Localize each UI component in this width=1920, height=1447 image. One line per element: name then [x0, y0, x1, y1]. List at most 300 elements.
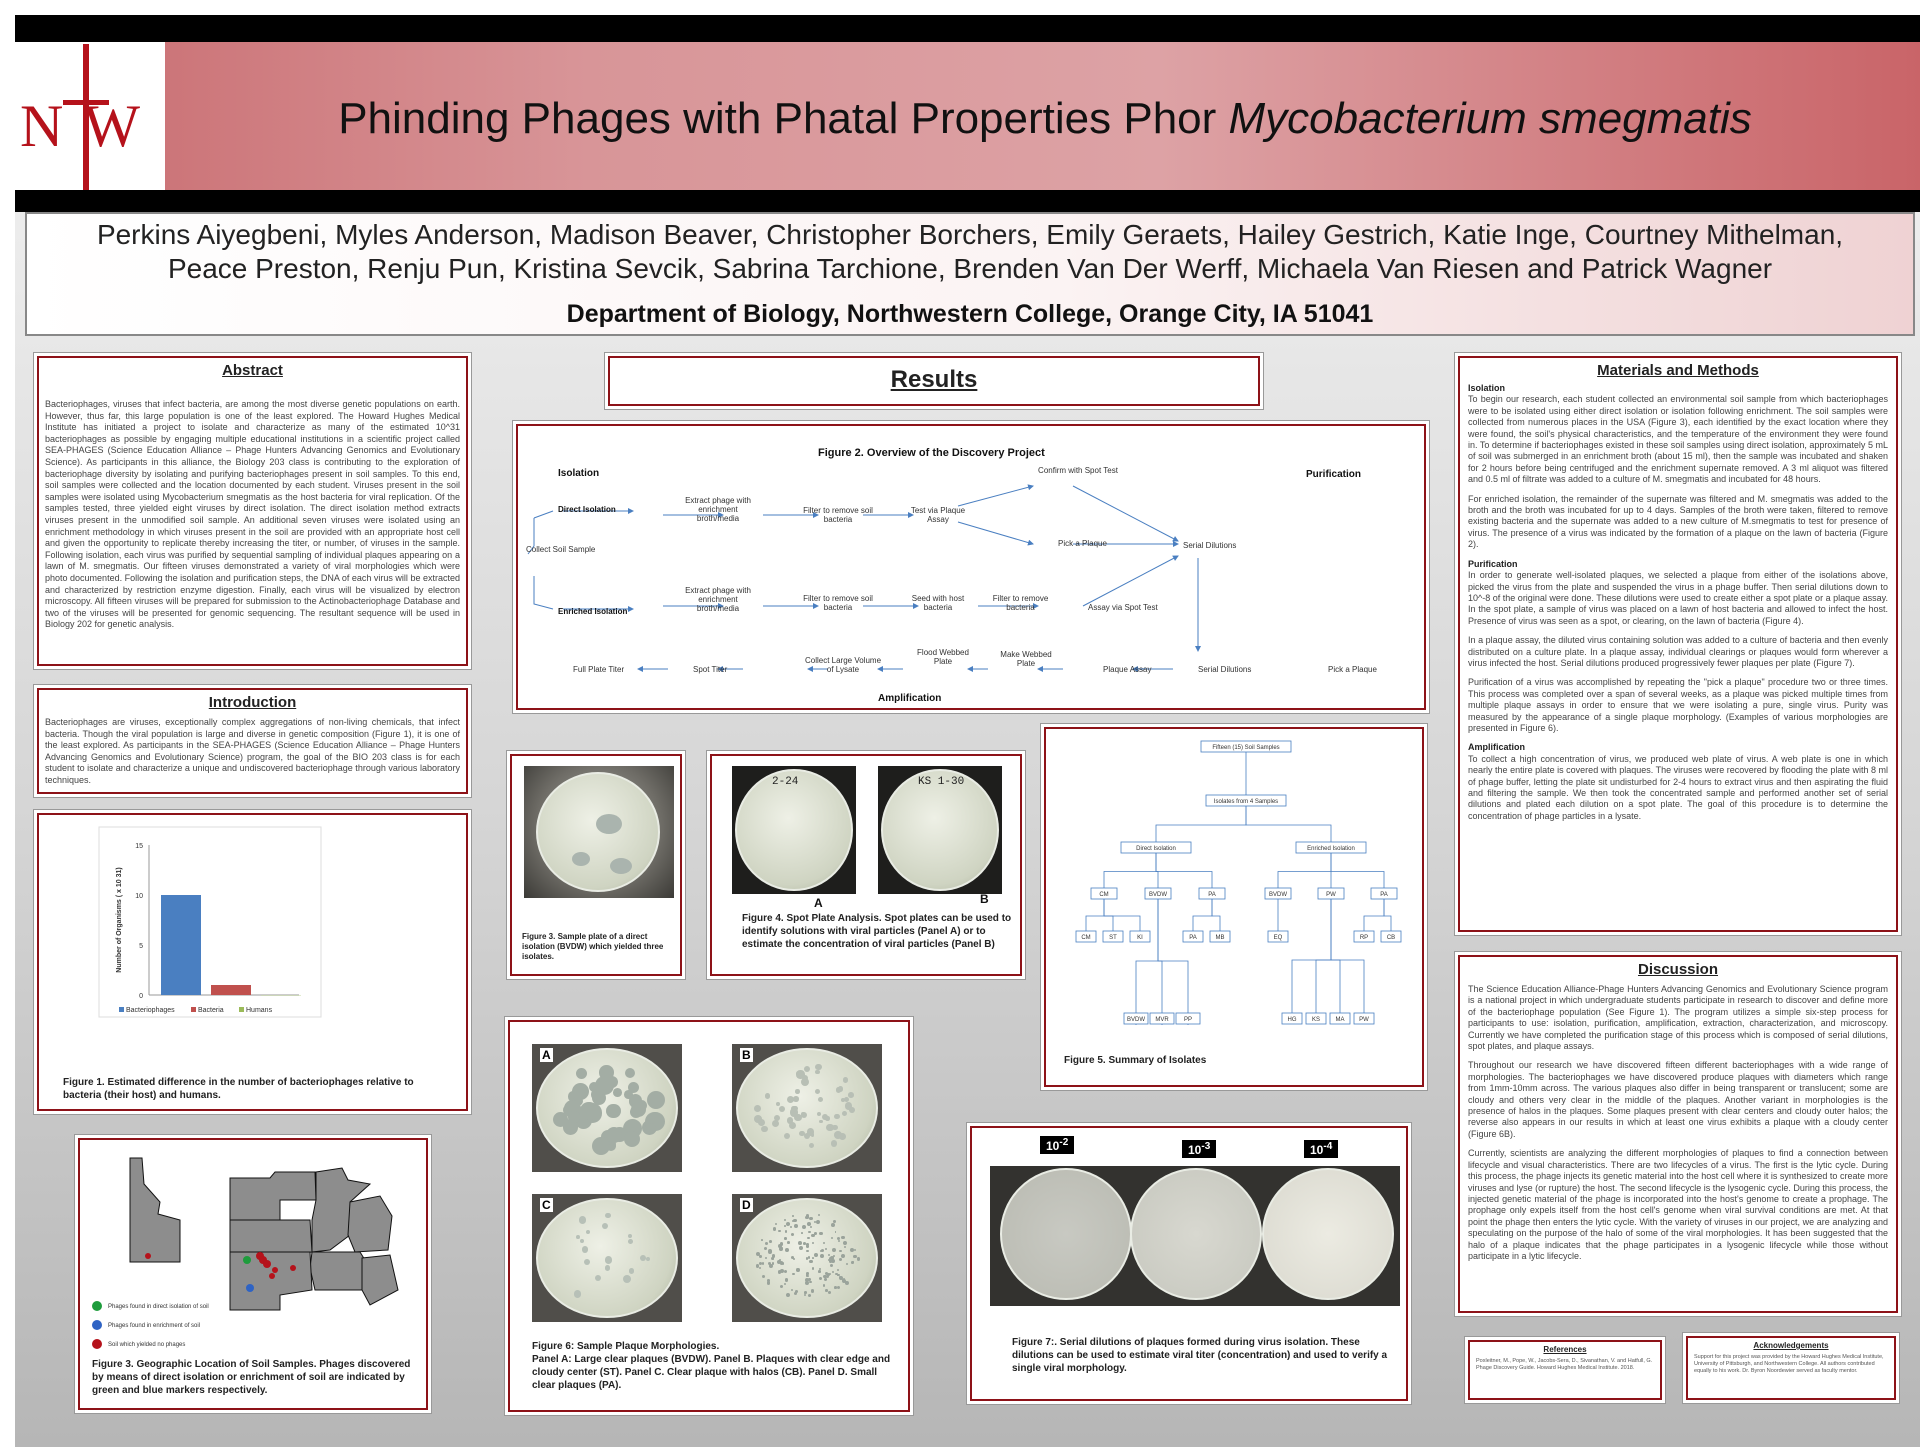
- chart-plot-area: [99, 827, 321, 1017]
- abstract-text: Bacteriophages, viruses that infect bacteria, are among the most diverse genetic populations on earth. However, thus far, this large population is one of the least explored. The Howard Hughes Medical Institute has initiated a project to isolate and characterize as many of the estimated 10^31 bacteriophages as possible by engaging multiple educational institutions in a scientific project called SEA-PHAGES (Science Education Alliance – Phage Hunters Advancing Genomics and Evolutionary Science). As participants in this alliance, the Biology 203 class is contributing to the exploration of bacteriophage diversity by isolating and purifying bacteriophages present in soil samples. To this end, soil samples were collected and the location documented by each student. Viruses present in the soil samples were isolated using Mycobacterium smegmatis as the host bacteria for viral replication. Of the samples tested, three yielded eight viruses by direct isolation. The direct isolation method extracts viruses present in the unmodified soil sample. An additional seven viruses were isolated using an enrichment methodology in which viruses present in the soil are provided with an appropriate host cell and given the opportunity to replicate thereby increasing the titer, or number, of viruses in the sample. Following isolation, each virus was purified by sequential sampling of individual plaques appearing on a lawn of M. smegmatis. Our fifteen viruses demonstrated a variety of viral morphologies which were photo documented. Following the isolation and purification steps, the DNA of each virus will be extracted and characterized by restriction enzyme digestion. Finally, each virus will be visualized by electron microscopy. All fifteen viruses will be prepared for submission to the Actinobacteriophage Database and two of the viruses will be presented for genomic sequencing. The resultant sequence will be used in Biology 202 for genetic analysis.: [45, 399, 460, 630]
- methods-isolation-text: To begin our research, each student collected an environmental soil sample from which bacteriophages were to be isolated using either direct isolation or isolation following enrichment. The soil samples were collected from numerous places in the USA (Figure 3), each identified by the exact location where they were found, the soil's physical characteristics, and the temperature of the environment they were found in. To determine if bacteriophages existed in these soil samples using direct isolation, approximately 5 mL of soil was submerged in an enrichment broth (about 15 ml), then the sample was incubated and shaken for 2 hours before being centrifuged and the enrichment supernate removed. A 3 ml aliquot was filtered and 0.5 ml of filtrate was added to a culture of M. smegmatis and incubated for 48 hours.: [1468, 394, 1888, 485]
- plaque: [823, 1275, 826, 1278]
- map-marker: [272, 1267, 278, 1273]
- tree-direct: Direct Isolation: [1136, 846, 1176, 852]
- plaque: [765, 1093, 770, 1098]
- plaque: [828, 1291, 831, 1294]
- direct-isolation-node: Direct Isolation: [558, 505, 616, 514]
- plaque: [786, 1222, 790, 1226]
- plaque: [623, 1275, 631, 1283]
- methods-amplification-text: To collect a high concentration of virus, we produced web plate of virus. A web plate is one in which nearly the entire plate is covered with plaques. The viruses were recovered by flooding the plate with 8 ml of phage buffer, letting the plate sit undisturbed for 2-4 hours to extract virus and then aspirating the fluid and filtering the sample. We then took the concentrated sample and performed another set of serial dilutions and plated each dilution on a spot plate. The goal of this procedure is to determine the concentration of phage particles in a lysate.: [1468, 753, 1888, 821]
- plaque: [624, 1090, 633, 1099]
- plaque: [647, 1091, 665, 1109]
- flow-branch: [534, 511, 553, 518]
- plaque: [606, 1104, 620, 1118]
- plaque: [789, 1122, 796, 1129]
- map-marker: [243, 1256, 251, 1264]
- methods-purification-heading: Purification: [1468, 558, 1518, 569]
- plaque: [818, 1214, 820, 1216]
- tree-isolate: PA: [1189, 935, 1197, 941]
- references-text: Poxleitner, M., Pope, W., Jacobs-Sera, D., Sivanathan, V. and Hatfull, G. Phage Discovery Guide. Howard Hughes Medical Institute. 2018.: [1476, 1358, 1653, 1371]
- plaque: [759, 1267, 761, 1269]
- plaque: [779, 1259, 781, 1261]
- plaque: [768, 1249, 772, 1253]
- plaque: [772, 1254, 776, 1258]
- plaque: [828, 1254, 830, 1256]
- plate-b-label: KS 1-30: [918, 776, 965, 788]
- discussion-title: Discussion: [1637, 961, 1719, 978]
- plaque: [804, 1294, 806, 1296]
- bar-bacteria: [211, 985, 251, 995]
- figure2-flowchart-panel: [516, 424, 1426, 710]
- tree-isolate: HG: [1287, 1017, 1297, 1023]
- figure5-caption: Figure 5. Summary of Isolates: [1064, 1055, 1207, 1066]
- plaque: [810, 1226, 812, 1228]
- serial-dilutions-node-2: Serial Dilutions: [1198, 665, 1252, 674]
- plaque: [814, 1232, 817, 1235]
- plaque: [815, 1070, 820, 1075]
- plaque: [572, 1083, 589, 1100]
- tree-isolate: CM: [1081, 935, 1091, 941]
- plaque: [780, 1247, 782, 1249]
- petri-dish: [536, 1198, 678, 1318]
- plaque: [825, 1248, 827, 1250]
- isolate-tree: [1046, 729, 1422, 1029]
- plaque: [553, 1112, 568, 1127]
- tree-connector: [1104, 897, 1140, 935]
- tree-isolate: MVR: [1155, 1017, 1169, 1023]
- plaque: [812, 1257, 814, 1259]
- tree-enriched-child: PW: [1326, 892, 1336, 898]
- tree-connector: [1331, 897, 1364, 1023]
- results-title: Results: [890, 366, 978, 393]
- tree-level2: Isolates from 4 Samples: [1213, 799, 1279, 805]
- plaque: [756, 1264, 760, 1268]
- tree-isolate: RP: [1359, 935, 1369, 941]
- acknowledgements-panel: [1686, 1336, 1896, 1400]
- plaque: [844, 1246, 846, 1248]
- plaque: [826, 1124, 834, 1132]
- map-marker: [290, 1265, 296, 1271]
- tree-enriched-child: PA: [1380, 892, 1388, 898]
- plaque: [792, 1215, 794, 1217]
- plaque: [629, 1268, 635, 1274]
- figure2-title: Figure 2. Overview of the Discovery Project: [818, 447, 1045, 459]
- tree-enriched: Enriched Isolation: [1307, 846, 1355, 852]
- plaque: [787, 1096, 794, 1103]
- morph-c-label: C: [542, 1198, 551, 1212]
- top-black-bar: [15, 15, 1920, 42]
- plaque: [819, 1120, 823, 1124]
- plaque: [758, 1119, 765, 1126]
- plaque: [831, 1140, 838, 1147]
- tree-isolate: BVDW: [1127, 1017, 1145, 1023]
- plaque: [765, 1242, 768, 1245]
- y-tick-label: 15: [135, 843, 143, 850]
- plaque: [613, 1088, 622, 1097]
- map-panel: [78, 1138, 428, 1410]
- plaque: [568, 1111, 579, 1122]
- tree-direct-child: PA: [1208, 892, 1216, 898]
- dilution-exp: -2: [1059, 1137, 1069, 1148]
- plaque: [605, 1265, 610, 1270]
- plaque: [837, 1286, 840, 1289]
- plaque: [820, 1254, 824, 1258]
- plaque: [852, 1261, 854, 1263]
- collect-soil-node: Collect Soil Sample: [526, 545, 596, 554]
- plaque: [809, 1217, 812, 1220]
- plaque: [780, 1285, 783, 1288]
- tree-isolate: MA: [1335, 1017, 1345, 1023]
- plaque: [801, 1232, 803, 1234]
- plaque: [602, 1223, 608, 1229]
- petri-dish: [736, 1048, 878, 1168]
- morph-d-label: D: [742, 1198, 751, 1212]
- plaque: [807, 1237, 810, 1240]
- methods-plaque-assay-text: In a plaque assay, the diluted virus containing solution was added to a culture of bacteria and then evenly distributed on a culture plate. In a plaque assay, individual clearings or plaques would form wherever a virus infected the host. Serial dilutions produced progressively fewer plaques per plate (Figure 7).: [1468, 635, 1888, 668]
- plaque: [824, 1278, 826, 1280]
- plaque: [784, 1219, 786, 1221]
- plaque: [785, 1278, 788, 1281]
- figure3-panel: [510, 754, 682, 976]
- plaque: [772, 1120, 779, 1127]
- plaque: [819, 1232, 823, 1236]
- plaque: [646, 1257, 650, 1261]
- plaque: [812, 1267, 814, 1269]
- plaque: [793, 1219, 797, 1223]
- legend-swatch: [119, 1007, 124, 1012]
- figure1-panel: [37, 813, 468, 1111]
- plaque: [754, 1105, 761, 1112]
- plate-10-4: [1262, 1168, 1394, 1300]
- plaque: [762, 1275, 765, 1278]
- plate-10-3: [1130, 1168, 1262, 1300]
- figure7-panel: [970, 1126, 1408, 1401]
- plaque: [823, 1242, 825, 1244]
- nebraska-shape: [230, 1252, 312, 1310]
- poster-title: [200, 94, 1890, 144]
- plaque: [838, 1086, 843, 1091]
- title-italic: Mycobacterium smegmatis: [1228, 94, 1752, 143]
- tree-isolate: EQ: [1273, 935, 1283, 941]
- panel-b-label: B: [980, 892, 989, 906]
- plaque: [791, 1289, 793, 1291]
- tree-direct-child: BVDW: [1149, 892, 1167, 898]
- map-caption: Figure 3. Geographic Location of Soil Samples. Phages discovered by means of direct isolation or enrichment of soil are indicated by green and blue markers respectively.: [92, 1359, 411, 1396]
- plaque: [784, 1283, 786, 1285]
- plaque: [793, 1258, 795, 1260]
- plaque: [834, 1114, 840, 1120]
- filter-node-2: Filter to remove soil bacteria: [803, 594, 873, 612]
- plaque: [765, 1257, 767, 1259]
- tree-isolate: PP: [1183, 1017, 1193, 1023]
- figure1-caption: Figure 1. Estimated difference in the number of bacteriophages relative to bacteria (their host) and humans.: [63, 1077, 414, 1101]
- plaque: [786, 1293, 790, 1297]
- plaque: [811, 1234, 814, 1237]
- plaque: [806, 1243, 809, 1246]
- morph-b-photo: [732, 1044, 882, 1172]
- legend-direct: Phages found in direct isolation of soil: [108, 1304, 209, 1310]
- plaque: [834, 1131, 842, 1139]
- iowa-shape: [310, 1252, 370, 1290]
- college-logo: [15, 42, 165, 190]
- plaque: [806, 1250, 809, 1253]
- plaque: [831, 1259, 835, 1263]
- filter-node-1: Filter to remove soil bacteria: [803, 506, 873, 524]
- filter-bacteria-node: Filter to remove bacteria: [992, 594, 1049, 612]
- spot-plate-a-photo: [732, 766, 856, 894]
- dilution-label-3: [1304, 1140, 1338, 1158]
- tree-isolate: KS: [1311, 1017, 1321, 1023]
- plaque: [857, 1257, 860, 1260]
- plaque: [842, 1111, 847, 1116]
- north-dakota-shape: [230, 1172, 316, 1220]
- plaque: [827, 1273, 830, 1276]
- plaque: [814, 1253, 818, 1257]
- plaque: [580, 1102, 597, 1119]
- tree-connector: [1278, 851, 1331, 892]
- methods-panel: [1458, 356, 1898, 932]
- legend-green-dot: [92, 1301, 102, 1311]
- methods-purity-text: Purification of a virus was accomplished by repeating the "pick a plaque" procedure two or three times. This process was completed over a span of several weeks, as a plaque was picked multiple times from multiple plaque assays in order to ensure that we were isolating a pure, single virus. Purity was measured by the appearance of a single plaque morphology. (Examples of various morphologies are presented in Figure 6).: [1468, 677, 1888, 733]
- tree-connector: [1193, 897, 1212, 935]
- dilution-exp: -3: [1201, 1141, 1211, 1152]
- plaque: [845, 1281, 849, 1285]
- plaque: [843, 1077, 848, 1082]
- legend-swatch: [191, 1007, 196, 1012]
- plaque: [759, 1255, 762, 1258]
- divider-black-bar: [15, 190, 1920, 212]
- plaque: [804, 1066, 810, 1072]
- plaque: [821, 1249, 825, 1253]
- plaque: [579, 1216, 587, 1224]
- plaque: [790, 1226, 792, 1228]
- legend-label: Bacteria: [198, 1007, 224, 1014]
- plaque: [804, 1133, 810, 1139]
- methods-enriched-text: For enriched isolation, the remainder of the supernate was filtered and M. smegmatis was added to the broth and the broth was incubated for up to 4 days. Samples of the broth were taken, filtered to remove existing bacteria and the supernate was added to a new culture of M.smegmatis to test for presence of virus. The presence of a virus was indicated by the formation of a plaque on the lawn of bacteria (Figure 2).: [1468, 493, 1888, 550]
- plaque: [806, 1245, 809, 1248]
- map-legend: [92, 1298, 209, 1355]
- plaque: [808, 1231, 811, 1234]
- plaque: [610, 858, 632, 874]
- introduction-panel: [37, 688, 468, 794]
- plaque: [628, 1239, 633, 1244]
- methods-isolation-heading: Isolation: [1468, 383, 1506, 393]
- plaque: [778, 1230, 780, 1232]
- plaque: [839, 1258, 842, 1261]
- morph-b-label: B: [742, 1048, 751, 1062]
- tree-connector: [1212, 897, 1220, 935]
- figure5-panel: [1044, 727, 1424, 1087]
- figure4-caption: Figure 4. Spot Plate Analysis. Spot plates can be used to identify solutions with viral particles (Panel A) or to estimate the concentration of viral particles (Panel B): [742, 913, 1012, 950]
- morph-d-photo: [732, 1194, 882, 1322]
- discussion-panel: [1458, 955, 1898, 1313]
- plaque: [816, 1220, 820, 1224]
- plaque: [624, 1131, 640, 1147]
- plaque: [787, 1241, 790, 1244]
- tree-connector: [1384, 897, 1391, 935]
- authors-line-1: Perkins Aiyegbeni, Myles Anderson, Madison Beaver, Christopher Borchers, Emily Geraets, Hailey Gestrich, Katie Inge, Courtney Mithelman,: [96, 219, 1844, 250]
- authors-line-2: Peace Preston, Renju Pun, Kristina Sevcik, Sabrina Tarchione, Brenden Van Der Werff, Michaela Van Riesen and Patrick Wagner: [167, 253, 1773, 284]
- plaque: [631, 1102, 646, 1117]
- isolation-label: Isolation: [558, 468, 600, 479]
- map-marker: [246, 1284, 254, 1292]
- plaque: [831, 1223, 835, 1227]
- plaque: [769, 1240, 772, 1243]
- wisconsin-shape: [348, 1196, 392, 1252]
- plaque: [605, 1256, 613, 1264]
- tree-connector: [1316, 897, 1331, 1023]
- y-tick-label: 0: [139, 993, 143, 1000]
- dilution-base: 10: [1188, 1143, 1202, 1157]
- south-dakota-shape: [230, 1220, 312, 1255]
- figure7-caption: Figure 7:. Serial dilutions of plaques formed during virus isolation. These dilutions can be used to estimate viral titer (concentration) and used to verify a single viral morphology.: [1012, 1337, 1388, 1374]
- morph-c-photo: [532, 1194, 682, 1322]
- tree-connector: [1246, 804, 1331, 846]
- plaque: [584, 1259, 590, 1265]
- plaque: [811, 1289, 814, 1292]
- tree-root: Fifteen (15) Soil Samples: [1212, 745, 1280, 751]
- plaque: [778, 1270, 782, 1274]
- plaque: [790, 1108, 798, 1116]
- plaque: [799, 1246, 803, 1250]
- department: Department of Biology, Northwestern College, Orange City, IA 51041: [566, 300, 1374, 328]
- discussion-body: [1460, 984, 1896, 1262]
- legend-enrichment: Phages found in enrichment of soil: [108, 1323, 201, 1329]
- tree-connector: [1156, 851, 1212, 892]
- tree-direct-child: CM: [1099, 892, 1109, 898]
- plaque: [841, 1236, 845, 1240]
- dilution-exp: -4: [1323, 1141, 1333, 1152]
- plaque: [775, 1223, 777, 1225]
- figure6-caption-body: Panel A: Large clear plaques (BVDW). Panel B. Plaques with clear edge and cloudy center (ST). Panel C. Clear plaque with halos (CB). Panel D. Small clear plaques (PA).: [532, 1354, 891, 1391]
- plaque: [791, 1233, 795, 1237]
- tree-isolate: CB: [1386, 935, 1396, 941]
- plaque: [808, 1294, 811, 1297]
- flowchart: [518, 426, 1424, 708]
- authors: [30, 218, 1910, 286]
- plaque: [818, 1097, 824, 1103]
- figure6-caption: [532, 1340, 892, 1392]
- sample-plate-photo: [524, 766, 674, 898]
- petri-dish: [536, 772, 660, 892]
- tree-connector: [1086, 897, 1104, 935]
- enriched-isolation-node: Enriched Isolation: [558, 607, 628, 616]
- discussion-paragraph-1: The Science Education Alliance-Phage Hunters Advancing Genomics and Evolutionary Science program is a national project in which undergraduate students participate in research to discover and define more of the bacteriophage population (See Figure 1). The program utilizes a simple six-step process for participants to use: isolation, purification, amplification, extraction, characterization, and microscopy. Currently we have completed the purification stage of this process which is composed of serial dilutions, spot plates, and plaque assays.: [1468, 984, 1888, 1052]
- plaque: [811, 1133, 815, 1137]
- plaque: [784, 1270, 787, 1273]
- dilution-base: 10: [1310, 1143, 1324, 1157]
- plaque: [796, 1268, 799, 1271]
- plaque: [809, 1143, 814, 1148]
- references-panel: [1468, 1340, 1662, 1400]
- plaque: [802, 1225, 806, 1229]
- tree-connector: [1104, 851, 1156, 892]
- map-marker: [145, 1253, 151, 1259]
- plaque: [776, 1102, 780, 1106]
- title-main: Phinding Phages with Phatal Properties Phor: [338, 94, 1229, 143]
- plaque: [767, 1279, 770, 1282]
- plaque: [809, 1260, 813, 1264]
- plaque: [817, 1112, 821, 1116]
- methods-amplification-heading: Amplification: [1468, 742, 1526, 753]
- petri-dish: [536, 1048, 678, 1168]
- illinois-shape: [362, 1255, 398, 1305]
- plaque: [792, 1273, 795, 1276]
- plaque: [794, 1224, 798, 1228]
- figure6-panel: [508, 1020, 910, 1412]
- tree-isolate: ST: [1109, 935, 1117, 941]
- plaque: [841, 1254, 845, 1258]
- plaque: [582, 1246, 588, 1252]
- legend-label: Humans: [246, 1007, 273, 1014]
- plaque: [846, 1263, 848, 1265]
- plaque: [572, 852, 590, 866]
- plaque: [761, 1126, 767, 1132]
- plaque: [832, 1271, 834, 1273]
- plate-a-label: 2-24: [772, 776, 799, 788]
- dilution-plates-photo: [990, 1166, 1400, 1306]
- extract-node-2: Extract phage with enrichment broth/media: [685, 586, 751, 613]
- legend-no-phages: Soil which yielded no phages: [108, 1342, 186, 1348]
- y-tick-label: 10: [135, 893, 143, 900]
- plaque: [831, 1237, 833, 1239]
- tree-connector: [1331, 851, 1384, 892]
- serial-dilutions-node-1: Serial Dilutions: [1183, 541, 1237, 550]
- plaque: [834, 1286, 837, 1289]
- plaque: [772, 1262, 775, 1265]
- plaque: [605, 1213, 611, 1219]
- logo-text: NW: [20, 93, 160, 159]
- legend-red-dot: [92, 1339, 102, 1349]
- plaque: [835, 1231, 837, 1233]
- tree-connector: [1158, 897, 1188, 1025]
- plaque: [796, 1070, 804, 1078]
- abstract-title: Abstract: [222, 362, 283, 379]
- plaque: [830, 1264, 833, 1267]
- plaque: [795, 1089, 800, 1094]
- plaque: [839, 1250, 841, 1252]
- figure6-caption-title: Figure 6: Sample Plaque Morphologies.: [532, 1341, 720, 1352]
- acknowledgements-title: Acknowledgements: [1753, 1341, 1829, 1350]
- plaque: [809, 1281, 812, 1284]
- bar-chart: [39, 815, 470, 1055]
- plaque: [793, 1096, 799, 1102]
- plaque-assay-node: Plaque Assay: [1103, 665, 1152, 674]
- plaque: [574, 1290, 582, 1298]
- y-tick-label: 5: [139, 943, 143, 950]
- methods-purification-text: In order to generate well-isolated plaques, we selected a plaque from either of the isolations above, picked the virus from the plate and suspended the virus in a phage buffer. Then serial dilutions down to 10^-8 of the original were done. These dilutions were used to create either a spot plate or a plaque assay. In the spot plate, a sample of virus was placed on a lawn of host bacteria and allowed to infect the host. Presence of virus was seen as a spot, or clearing, on the lawn of bacteria (Figure 4).: [1468, 570, 1888, 626]
- pick-plaque-node-2: Pick a Plaque: [1328, 665, 1377, 674]
- plaque: [784, 1237, 787, 1240]
- full-plate-titer-node: Full Plate Titer: [573, 665, 625, 674]
- bar-bacteriophages: [161, 895, 201, 995]
- plaque: [773, 1227, 776, 1230]
- collect-lysate-node: Collect Large Volume of Lysate: [804, 656, 882, 674]
- plaque: [580, 1239, 584, 1243]
- tree-isolate: MB: [1215, 935, 1225, 941]
- plaque: [795, 1290, 798, 1293]
- plaque: [628, 1234, 632, 1238]
- plate-10-2: [1000, 1168, 1132, 1300]
- flow-arrows: [563, 486, 1198, 669]
- figure4-panel: [710, 754, 1022, 976]
- plaque: [798, 1241, 802, 1245]
- flow-branch: [534, 576, 553, 609]
- figure3-caption: Figure 3. Sample plate of a direct isolation (BVDW) which yielded three isolates.: [522, 932, 664, 961]
- test-plaque-node: Test via Plaque Assay: [910, 506, 966, 524]
- plaque: [779, 1106, 786, 1113]
